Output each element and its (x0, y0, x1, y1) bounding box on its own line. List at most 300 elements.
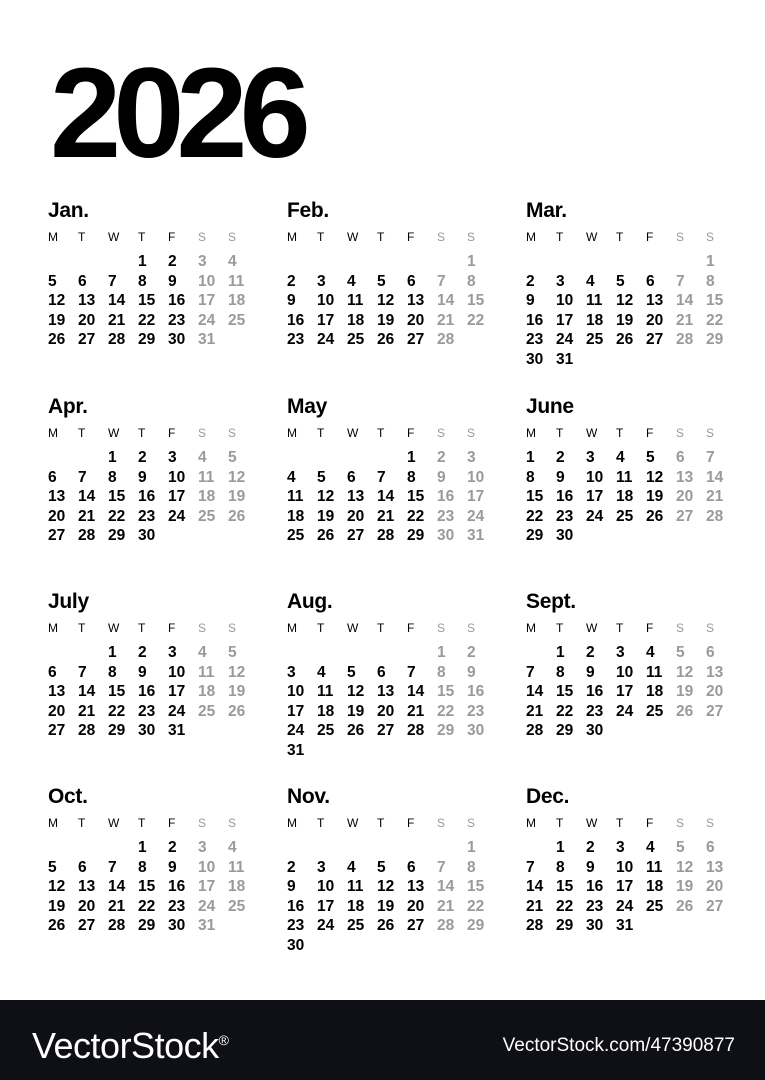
weekday-label: S (198, 621, 207, 635)
weekend-day: 19 (676, 878, 694, 895)
empty-cell (347, 448, 377, 468)
day-number: 29 (407, 527, 425, 544)
day-number: 11 (646, 663, 663, 681)
day-number: 7 (407, 663, 416, 681)
day-number: 14 (78, 488, 96, 505)
weekday-label: F (168, 426, 176, 440)
day-number: 11 (347, 878, 364, 895)
day-number: 26 (616, 331, 634, 348)
day-number: 29 (556, 722, 574, 739)
day-number: 19 (616, 311, 634, 329)
day-number: 18 (646, 683, 664, 700)
day-number: 31 (616, 917, 634, 934)
day-number: 30 (168, 917, 186, 934)
weekday-label: W (108, 816, 120, 830)
weekday-label: S (676, 230, 685, 244)
weekday-label: S (228, 621, 237, 635)
day-number: 15 (556, 683, 574, 700)
weekday-label: W (586, 621, 598, 635)
month-name: Oct. (48, 785, 88, 808)
day-number: 27 (78, 331, 96, 348)
day-number: 28 (526, 722, 544, 739)
month-name: Jan. (48, 199, 89, 222)
weekend-day: 8 (706, 272, 715, 290)
day-number: 21 (377, 507, 395, 525)
day-number: 29 (526, 527, 544, 544)
weekend-day: 14 (676, 292, 694, 309)
day-number: 17 (616, 683, 634, 700)
day-number: 27 (48, 722, 66, 739)
day-number: 17 (586, 488, 604, 505)
day-number: 9 (556, 468, 565, 486)
day-number: 21 (407, 702, 425, 720)
day-number: 13 (407, 878, 425, 895)
month-block (287, 200, 502, 350)
weekend-day: 10 (198, 272, 216, 290)
day-number: 19 (347, 702, 365, 720)
day-number: 4 (347, 272, 356, 290)
empty-cell (407, 252, 437, 272)
weekday-label: T (138, 426, 146, 440)
weekend-day: 23 (437, 507, 455, 525)
day-number: 20 (646, 311, 664, 329)
day-number: 14 (407, 683, 425, 700)
weekend-day: 11 (228, 858, 245, 876)
day-number: 9 (138, 663, 147, 681)
month-block (287, 786, 502, 955)
weekend-day: 7 (706, 449, 715, 466)
registered-mark: ® (218, 1032, 229, 1048)
day-number: 2 (287, 272, 296, 290)
weekend-day: 5 (228, 449, 237, 466)
day-number: 3 (556, 272, 565, 290)
weekday-label: T (616, 816, 624, 830)
day-number: 22 (108, 702, 126, 720)
day-number: 31 (168, 722, 186, 739)
weekday-label: S (198, 426, 207, 440)
month-name: May (287, 395, 327, 418)
weekend-day: 24 (198, 311, 216, 329)
empty-cell (48, 252, 78, 272)
month-grid (48, 812, 263, 936)
empty-cell (407, 838, 437, 858)
watermark-footer (0, 1000, 765, 1080)
day-number: 24 (168, 507, 186, 525)
weekend-day: 18 (228, 292, 246, 309)
weekend-day: 18 (198, 488, 216, 505)
day-number: 12 (377, 292, 395, 309)
weekday-label: M (526, 621, 536, 635)
day-number: 2 (168, 253, 177, 270)
day-number: 20 (347, 507, 365, 525)
weekend-day: 30 (467, 722, 485, 739)
day-number: 13 (78, 878, 96, 895)
weekday-label: F (168, 230, 176, 244)
weekday-label: M (48, 621, 58, 635)
day-number: 6 (646, 272, 655, 290)
month-grid (526, 812, 741, 936)
weekend-day: 21 (437, 897, 455, 915)
month-block (48, 591, 263, 741)
day-number: 19 (646, 488, 664, 505)
day-number: 17 (556, 311, 574, 329)
day-number: 9 (526, 292, 535, 309)
day-number: 25 (646, 897, 664, 915)
day-number: 28 (377, 527, 395, 544)
weekend-day: 16 (437, 488, 455, 505)
weekend-day: 11 (198, 468, 215, 486)
day-number: 14 (526, 878, 544, 895)
day-number: 25 (317, 722, 335, 739)
day-number: 25 (347, 331, 365, 348)
day-number: 24 (556, 331, 574, 348)
weekend-day: 31 (198, 917, 216, 934)
weekend-day: 10 (467, 468, 485, 486)
empty-cell (317, 838, 347, 858)
day-number: 1 (556, 839, 565, 856)
image-id: VectorStock.com/47390877 (502, 1035, 735, 1056)
day-number: 29 (108, 722, 126, 739)
weekend-day: 12 (676, 858, 694, 876)
day-number: 2 (526, 272, 535, 290)
day-number: 19 (317, 507, 335, 525)
day-number: 30 (526, 350, 544, 368)
day-number: 22 (138, 311, 156, 329)
day-number: 7 (377, 468, 386, 486)
weekend-day: 16 (467, 683, 485, 700)
day-number: 7 (78, 663, 87, 681)
weekend-day: 5 (676, 839, 685, 856)
day-number: 16 (556, 488, 574, 505)
weekday-label: T (78, 621, 86, 635)
weekday-label: S (228, 426, 237, 440)
day-number: 3 (616, 644, 625, 661)
day-number: 30 (586, 917, 604, 934)
day-number: 23 (586, 897, 604, 915)
empty-cell (317, 448, 347, 468)
month-block (287, 591, 502, 760)
day-number: 23 (287, 917, 305, 934)
weekday-label: T (317, 816, 325, 830)
month-grid (287, 422, 502, 546)
day-number: 17 (317, 311, 335, 329)
weekday-label: T (556, 426, 564, 440)
weekend-day: 3 (198, 253, 207, 270)
weekday-label: M (48, 426, 58, 440)
day-number: 3 (317, 858, 326, 876)
weekend-day: 15 (467, 292, 485, 309)
weekday-label: S (706, 426, 715, 440)
day-number: 8 (556, 858, 565, 876)
day-number: 15 (108, 488, 126, 505)
weekend-day: 22 (437, 702, 455, 720)
day-number: 22 (138, 897, 156, 915)
weekend-day: 2 (437, 449, 446, 466)
day-number: 20 (78, 311, 96, 329)
weekend-day: 19 (676, 683, 694, 700)
weekday-label: S (467, 621, 476, 635)
weekend-day: 9 (437, 468, 446, 486)
weekend-day: 20 (706, 878, 724, 895)
day-number: 11 (616, 468, 633, 486)
day-number: 4 (646, 644, 655, 661)
day-number: 23 (168, 897, 186, 915)
weekday-label: T (138, 816, 146, 830)
day-number: 15 (138, 878, 156, 895)
day-number: 18 (347, 311, 365, 329)
weekend-day: 25 (198, 702, 216, 720)
day-number: 12 (377, 878, 395, 895)
day-number: 24 (317, 331, 335, 348)
month-block (287, 396, 502, 546)
day-number: 4 (586, 272, 595, 290)
day-number: 24 (616, 897, 634, 915)
weekday-label: W (108, 230, 120, 244)
day-number: 2 (168, 839, 177, 856)
day-number: 16 (526, 311, 544, 329)
month-name: Nov. (287, 785, 330, 808)
weekday-label: S (437, 230, 446, 244)
weekend-day: 25 (228, 311, 246, 329)
weekend-day: 7 (437, 272, 446, 290)
day-number: 2 (586, 644, 595, 661)
day-number: 25 (287, 527, 305, 544)
weekend-day: 21 (706, 488, 724, 505)
weekday-label: W (108, 621, 120, 635)
day-number: 21 (108, 311, 126, 329)
day-number: 28 (108, 331, 126, 348)
weekday-label: T (78, 816, 86, 830)
weekday-label: F (646, 621, 654, 635)
day-number: 10 (556, 292, 574, 309)
day-number: 12 (48, 292, 66, 309)
month-block (526, 396, 741, 546)
day-number: 20 (78, 897, 96, 915)
day-number: 30 (287, 936, 305, 954)
day-number: 27 (377, 722, 395, 739)
day-number: 30 (138, 527, 156, 544)
day-number: 8 (407, 468, 416, 486)
empty-cell (676, 252, 706, 272)
weekend-day: 4 (228, 253, 237, 270)
day-number: 1 (526, 449, 535, 466)
weekend-day: 8 (467, 272, 476, 290)
weekday-label: W (586, 230, 598, 244)
day-number: 11 (347, 292, 364, 309)
day-number: 7 (526, 858, 535, 876)
day-number: 4 (287, 468, 296, 486)
day-number: 7 (108, 272, 117, 290)
day-number: 22 (407, 507, 425, 525)
empty-cell (377, 643, 407, 663)
weekday-label: S (228, 230, 237, 244)
day-number: 10 (317, 878, 335, 895)
weekend-day: 13 (676, 468, 694, 486)
weekend-day: 7 (676, 272, 685, 290)
day-number: 7 (108, 858, 117, 876)
day-number: 16 (138, 488, 156, 505)
weekday-label: T (78, 426, 86, 440)
day-number: 6 (48, 468, 57, 486)
weekday-label: F (407, 230, 415, 244)
day-number: 5 (377, 858, 386, 876)
weekend-day: 22 (706, 311, 724, 329)
day-number: 25 (616, 507, 634, 525)
day-number: 4 (616, 449, 625, 466)
weekday-label: W (347, 230, 359, 244)
weekday-label: T (317, 621, 325, 635)
day-number: 17 (168, 488, 186, 505)
day-number: 6 (78, 272, 87, 290)
weekend-day: 5 (676, 644, 685, 661)
empty-cell (526, 643, 556, 663)
empty-cell (108, 252, 138, 272)
weekday-label: W (347, 426, 359, 440)
day-number: 6 (407, 272, 416, 290)
weekend-day: 27 (706, 897, 724, 915)
weekday-label: M (287, 621, 297, 635)
weekend-day: 27 (706, 702, 724, 720)
day-number: 23 (168, 311, 186, 329)
weekend-day: 17 (198, 292, 216, 309)
day-number: 29 (138, 331, 156, 348)
empty-cell (377, 448, 407, 468)
day-number: 14 (377, 488, 395, 505)
weekday-label: M (48, 230, 58, 244)
weekend-day: 21 (676, 311, 694, 329)
weekday-label: T (377, 426, 385, 440)
weekend-day: 1 (706, 253, 715, 270)
weekend-day: 15 (437, 683, 455, 700)
day-number: 19 (48, 897, 66, 915)
day-number: 28 (526, 917, 544, 934)
day-number: 21 (526, 897, 544, 915)
empty-cell (317, 643, 347, 663)
empty-cell (317, 252, 347, 272)
empty-cell (78, 252, 108, 272)
weekend-day: 6 (706, 644, 715, 661)
weekday-label: M (526, 816, 536, 830)
day-number: 14 (78, 683, 96, 700)
day-number: 3 (168, 449, 177, 466)
weekend-day: 24 (198, 897, 216, 915)
weekend-day: 3 (198, 839, 207, 856)
day-number: 13 (407, 292, 425, 309)
weekday-label: S (467, 816, 476, 830)
month-grid (287, 812, 502, 955)
weekday-label: W (586, 816, 598, 830)
day-number: 28 (407, 722, 425, 739)
weekend-day: 26 (228, 702, 246, 720)
weekday-label: M (287, 816, 297, 830)
day-number: 16 (586, 683, 604, 700)
weekend-day: 30 (437, 527, 455, 544)
empty-cell (287, 643, 317, 663)
day-number: 13 (78, 292, 96, 309)
day-number: 13 (48, 683, 66, 700)
day-number: 16 (168, 878, 186, 895)
weekend-day: 6 (706, 839, 715, 856)
day-number: 27 (48, 527, 66, 544)
month-name: Mar. (526, 199, 567, 222)
weekday-label: W (347, 816, 359, 830)
weekend-day: 1 (467, 839, 476, 856)
weekend-day: 11 (198, 663, 215, 681)
day-number: 2 (138, 644, 147, 661)
empty-cell (78, 448, 108, 468)
day-number: 2 (138, 449, 147, 466)
weekend-day: 28 (437, 917, 455, 934)
weekend-day: 31 (467, 527, 485, 544)
weekend-day: 22 (467, 897, 485, 915)
day-number: 15 (138, 292, 156, 309)
weekend-day: 11 (228, 272, 245, 290)
day-number: 18 (287, 507, 305, 525)
weekend-day: 25 (228, 897, 246, 915)
weekend-day: 12 (228, 468, 246, 486)
day-number: 3 (317, 272, 326, 290)
day-number: 2 (586, 839, 595, 856)
weekend-day: 19 (228, 683, 246, 700)
day-number: 6 (347, 468, 356, 486)
day-number: 1 (407, 449, 416, 466)
day-number: 25 (586, 331, 604, 348)
weekday-label: F (168, 816, 176, 830)
weekend-day: 9 (467, 663, 476, 681)
day-number: 23 (138, 702, 156, 720)
day-number: 31 (556, 350, 574, 368)
weekend-day: 4 (228, 839, 237, 856)
weekend-day: 5 (228, 644, 237, 661)
weekend-day: 10 (198, 858, 216, 876)
day-number: 22 (108, 507, 126, 525)
weekday-label: S (467, 230, 476, 244)
weekend-day: 3 (467, 449, 476, 466)
day-number: 14 (526, 683, 544, 700)
weekday-label: S (706, 230, 715, 244)
weekend-day: 29 (467, 917, 485, 934)
day-number: 6 (78, 858, 87, 876)
day-number: 22 (526, 507, 544, 525)
weekday-label: S (198, 816, 207, 830)
day-number: 5 (347, 663, 356, 681)
day-number: 23 (287, 331, 305, 348)
day-number: 30 (586, 722, 604, 739)
day-number: 3 (287, 663, 296, 681)
weekend-day: 1 (467, 253, 476, 270)
weekday-label: T (377, 816, 385, 830)
weekday-label: W (586, 426, 598, 440)
day-number: 8 (108, 468, 117, 486)
day-number: 13 (646, 292, 664, 309)
day-number: 7 (78, 468, 87, 486)
day-number: 18 (646, 878, 664, 895)
weekend-day: 12 (228, 663, 246, 681)
weekend-day: 6 (676, 449, 685, 466)
weekday-label: T (138, 230, 146, 244)
weekday-label: S (706, 816, 715, 830)
day-number: 9 (287, 292, 296, 309)
month-grid (526, 422, 741, 546)
day-number: 1 (108, 449, 117, 466)
weekend-day: 23 (467, 702, 485, 720)
day-number: 12 (616, 292, 634, 309)
month-name: June (526, 395, 574, 418)
day-number: 17 (317, 897, 335, 915)
weekday-label: S (437, 426, 446, 440)
empty-cell (48, 448, 78, 468)
weekday-label: F (407, 426, 415, 440)
